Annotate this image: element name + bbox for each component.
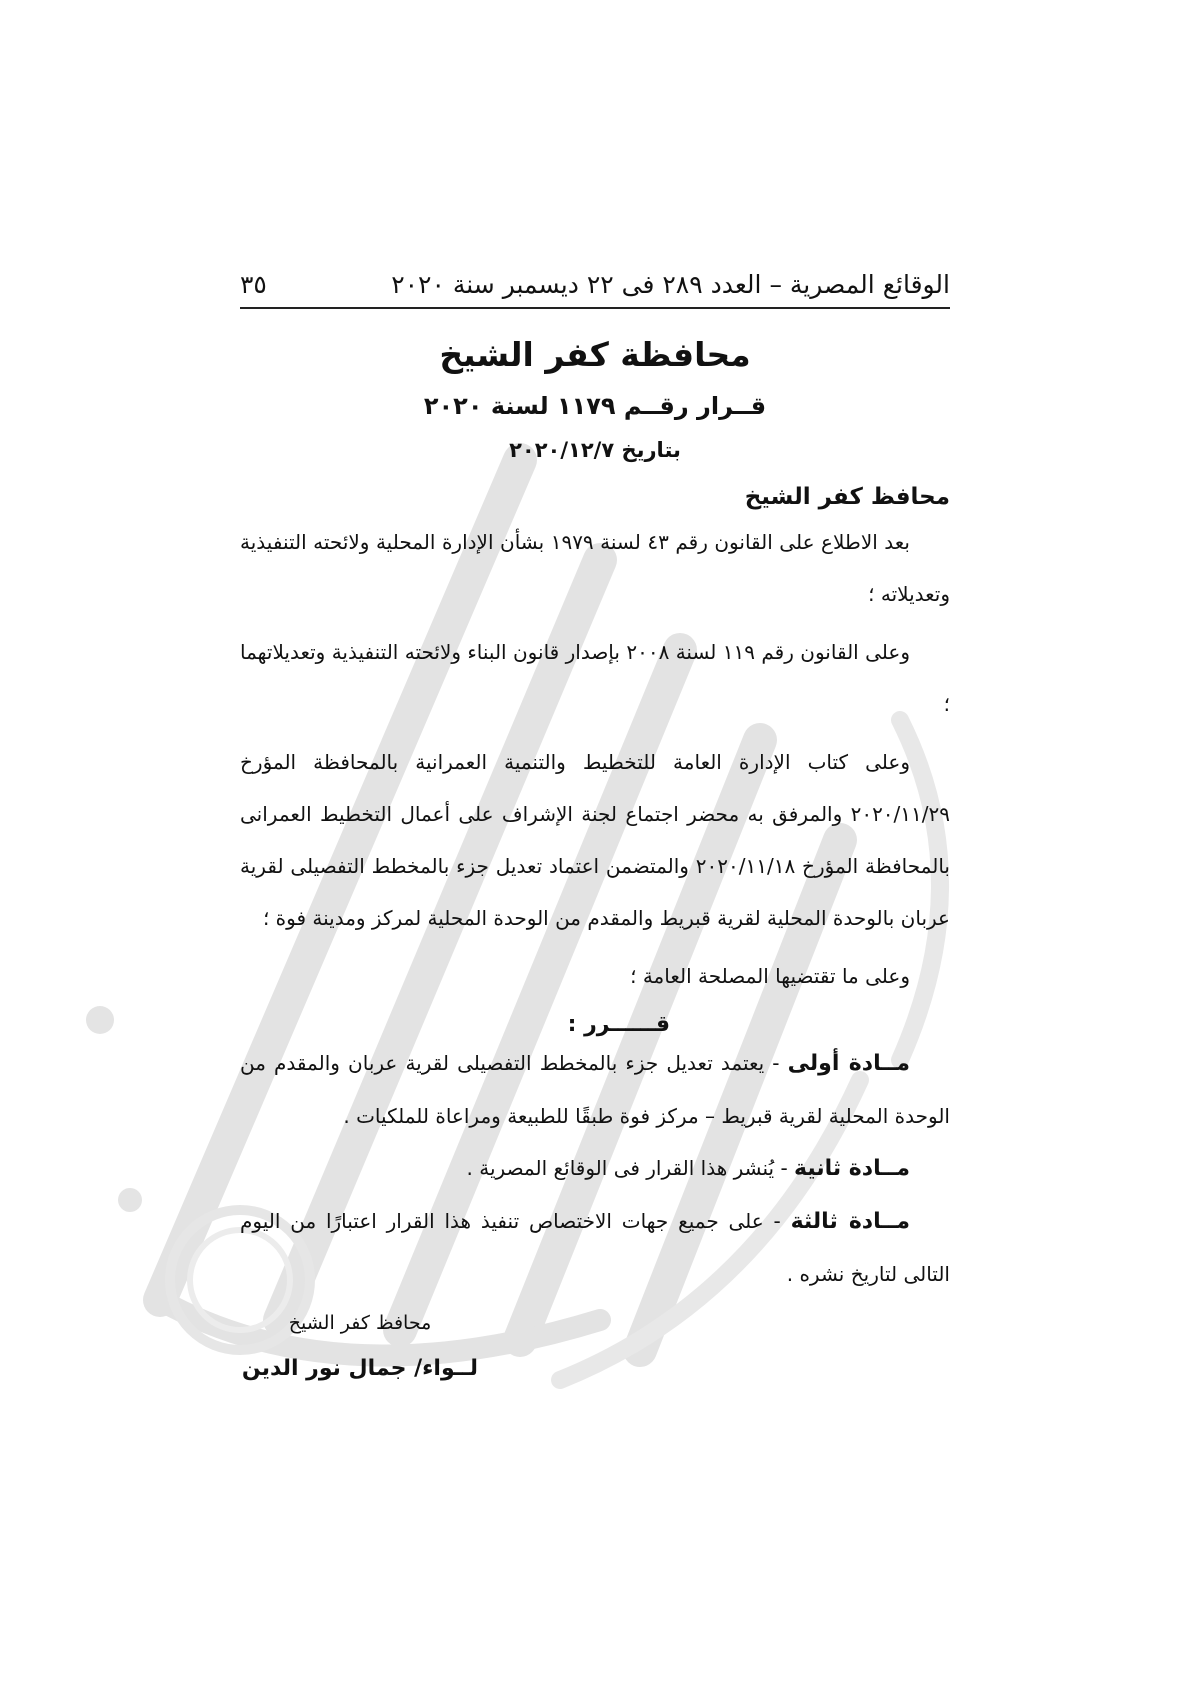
preamble-paragraph: وعلى ما تقتضيها المصلحة العامة ؛ — [630, 964, 910, 988]
preamble-paragraph: وعلى القانون رقم ١١٩ لسنة ٢٠٠٨ بإصدار قانون البناء ولائحته التنفيذية وتعديلاتهما ؛ — [240, 640, 950, 716]
gazette-title: الوقائع المصرية – العدد ٢٨٩ فى ٢٢ ديسمبر سنة ٢٠٢٠ — [391, 270, 950, 299]
article-label: مــادة ثانية — [794, 1156, 910, 1181]
signature-name: لــواء/ جمال نور الدين — [241, 1356, 479, 1381]
governorate-title: محافظة كفر الشيخ — [439, 335, 751, 374]
signature-title: محافظ كفر الشيخ — [288, 1312, 432, 1334]
decree-title: قــرار رقــم ١١٧٩ لسنة ٢٠٢٠ — [423, 392, 767, 420]
decided-heading: قــــــرر : — [567, 1012, 670, 1037]
gazette-header — [240, 270, 950, 309]
document-body — [240, 270, 950, 1381]
article-3 — [240, 1195, 950, 1300]
article-text: - على جميع جهات الاختصاص تنفيذ هذا القرار اعتبارًا من اليوم التالى لتاريخ نشره . — [240, 1209, 950, 1286]
signature-block — [240, 1312, 480, 1381]
article-text: - يعتمد تعديل جزء بالمخطط التفصيلى لقرية عربان والمقدم من الوحدة المحلية لقرية قبريط – مركز فوة طبقًا للطبيعة ومراعاة للملكيات . — [240, 1051, 950, 1128]
article-label: مــادة ثالثة — [790, 1209, 911, 1234]
preamble-paragraph: بعد الاطلاع على القانون رقم ٤٣ لسنة ١٩٧٩ بشأن الإدارة المحلية ولائحته التنفيذية وتعديلاته ؛ — [240, 530, 950, 606]
page-number: ٣٥ — [240, 270, 267, 299]
issuer-heading: محافظ كفر الشيخ — [744, 484, 950, 510]
article-2 — [240, 1142, 950, 1195]
article-label: مــادة أولى — [787, 1051, 911, 1076]
decree-date: بتاريخ ٢٠٢٠/١٢/٧ — [509, 438, 681, 462]
article-1 — [240, 1037, 950, 1142]
preamble-paragraph: وعلى كتاب الإدارة العامة للتخطيط والتنمية العمرانية بالمحافظة المؤرخ ٢٠٢٠/١١/٢٩ والمرفق به محضر اجتماع لجنة الإشراف على أعمال التخطيط العمرانى بالمحافظة المؤرخ ٢٠٢٠/١١/١٨ والمتضمن اعتماد تعديل جزء بالمخطط التفصيلى لقرية عربان بالوحدة المحلية لقرية قبريط والمقدم من الوحدة المحلية لمركز ومدينة فوة ؛ — [240, 750, 951, 930]
article-text: - يُنشر هذا القرار فى الوقائع المصرية . — [466, 1156, 788, 1180]
